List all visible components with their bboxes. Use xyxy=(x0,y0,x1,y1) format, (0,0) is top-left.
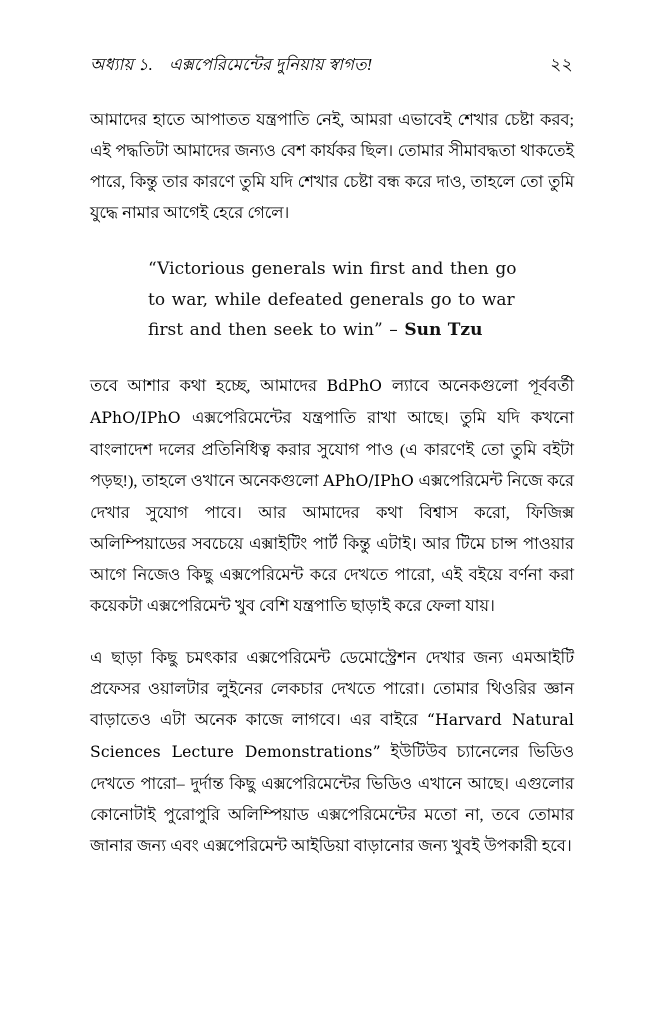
paragraph-2-text-a: তবে আশার কথা হচ্ছে, আমাদের xyxy=(90,375,327,395)
text-body xyxy=(90,104,574,861)
page-number: ২২ xyxy=(550,55,573,74)
paragraph-3-text-a: এ ছাড়া কিছু চমৎকার এক্সপেরিমেন্ট ডেমোস্ট্রেশন দেখার জন্য এমআইটি প্রফেসর ওয়ালটার লুইনের লেকচার দেখতে পারো। তোমার থিওরির জ্ঞান বাড়াতেও এটা অনেক কাজে লাগবে। এর বাইরে xyxy=(90,647,574,729)
paragraph-2-text-g: এক্সপেরিমেন্ট নিজে করে দেখার সুযোগ পাবে। আর আমাদের কথা বিশ্বাস করো, ফিজিক্স অলিম্পিয়াডের সবচেয়ে এক্সাইটিং পার্ট কিন্তু এটাই। আর টিমে চান্স পাওয়ার আগে নিজেও কিছু এক্সপেরিমেন্ট করে দেখতে পারো, এই বইয়ে বর্ণনা করা কয়েকটা এক্সপেরিমেন্ট খুব বেশি যন্ত্রপাতি ছাড়াই করে ফেলা যায়। xyxy=(90,470,574,615)
pull-quote xyxy=(148,254,520,346)
quote-attribution: Sun Tzu xyxy=(404,320,483,340)
apho-ipho-label-2: APhO/IPhO xyxy=(323,471,414,490)
chapter-label: অধ্যায় ১. xyxy=(90,55,153,74)
harvard-demos-title: “Harvard Natural Sciences Lecture Demonstrations” xyxy=(90,710,574,761)
running-header xyxy=(90,52,573,78)
quote-text: “Victorious generals win first and then go to war, while defeated generals go to war first and then seek to win” xyxy=(148,259,517,340)
paragraph-3-text-c: ইউটিউব চ্যানেলের ভিডিও দেখতে পারো– দুর্দান্ত কিছু এক্সপেরিমেন্টের ভিডিও এখানে আছে। এগুলোর কোনোটাই পুরোপুরি অলিম্পিয়াড এক্সপেরিমেন্টের মতো না, তবে তোমার জানার জন্য এবং এক্সপেরিমেন্ট আইডিয়া বাড়ানোর জন্য খুবই উপকারী হবে। xyxy=(90,741,574,855)
paragraph-2-text-e: এক্সপেরিমেন্টের যন্ত্রপাতি রাখা আছে। তুমি যদি কখনো বাংলাদেশ দলের প্রতিনিধিত্ব করার সুযোগ পাও (এ কারণেই তো তুমি বইটা পড়ছ!), তাহলে ওখানে অনেকগুলো xyxy=(90,407,574,490)
paragraph-1: আমাদের হাতে আপাতত যন্ত্রপাতি নেই, আমরা এভাবেই শেখার চেষ্টা করব; এই পদ্ধতিটা আমাদের জন্যও বেশ কার্যকর ছিল। তোমার সীমাবদ্ধতা থাকতেই পারে, কিন্তু তার কারণে তুমি যদি শেখার চেষ্টা বন্ধ করে দাও, তাহলে তো তুমি যুদ্ধে নামার আগেই হেরে গেলে। xyxy=(90,110,574,222)
quote-dash: – xyxy=(389,320,398,340)
running-header-left xyxy=(90,52,372,78)
paragraph-2 xyxy=(90,370,574,621)
paragraph-3 xyxy=(90,642,574,861)
chapter-title: এক্সপেরিমেন্টের দুনিয়ায় স্বাগত! xyxy=(168,55,373,74)
apho-ipho-label-1: APhO/IPhO xyxy=(90,408,181,427)
bdpho-label: BdPhO xyxy=(326,376,383,395)
paragraph-2-text-c: ল্যাবে অনেকগুলো পূর্ববর্তী xyxy=(382,375,575,395)
